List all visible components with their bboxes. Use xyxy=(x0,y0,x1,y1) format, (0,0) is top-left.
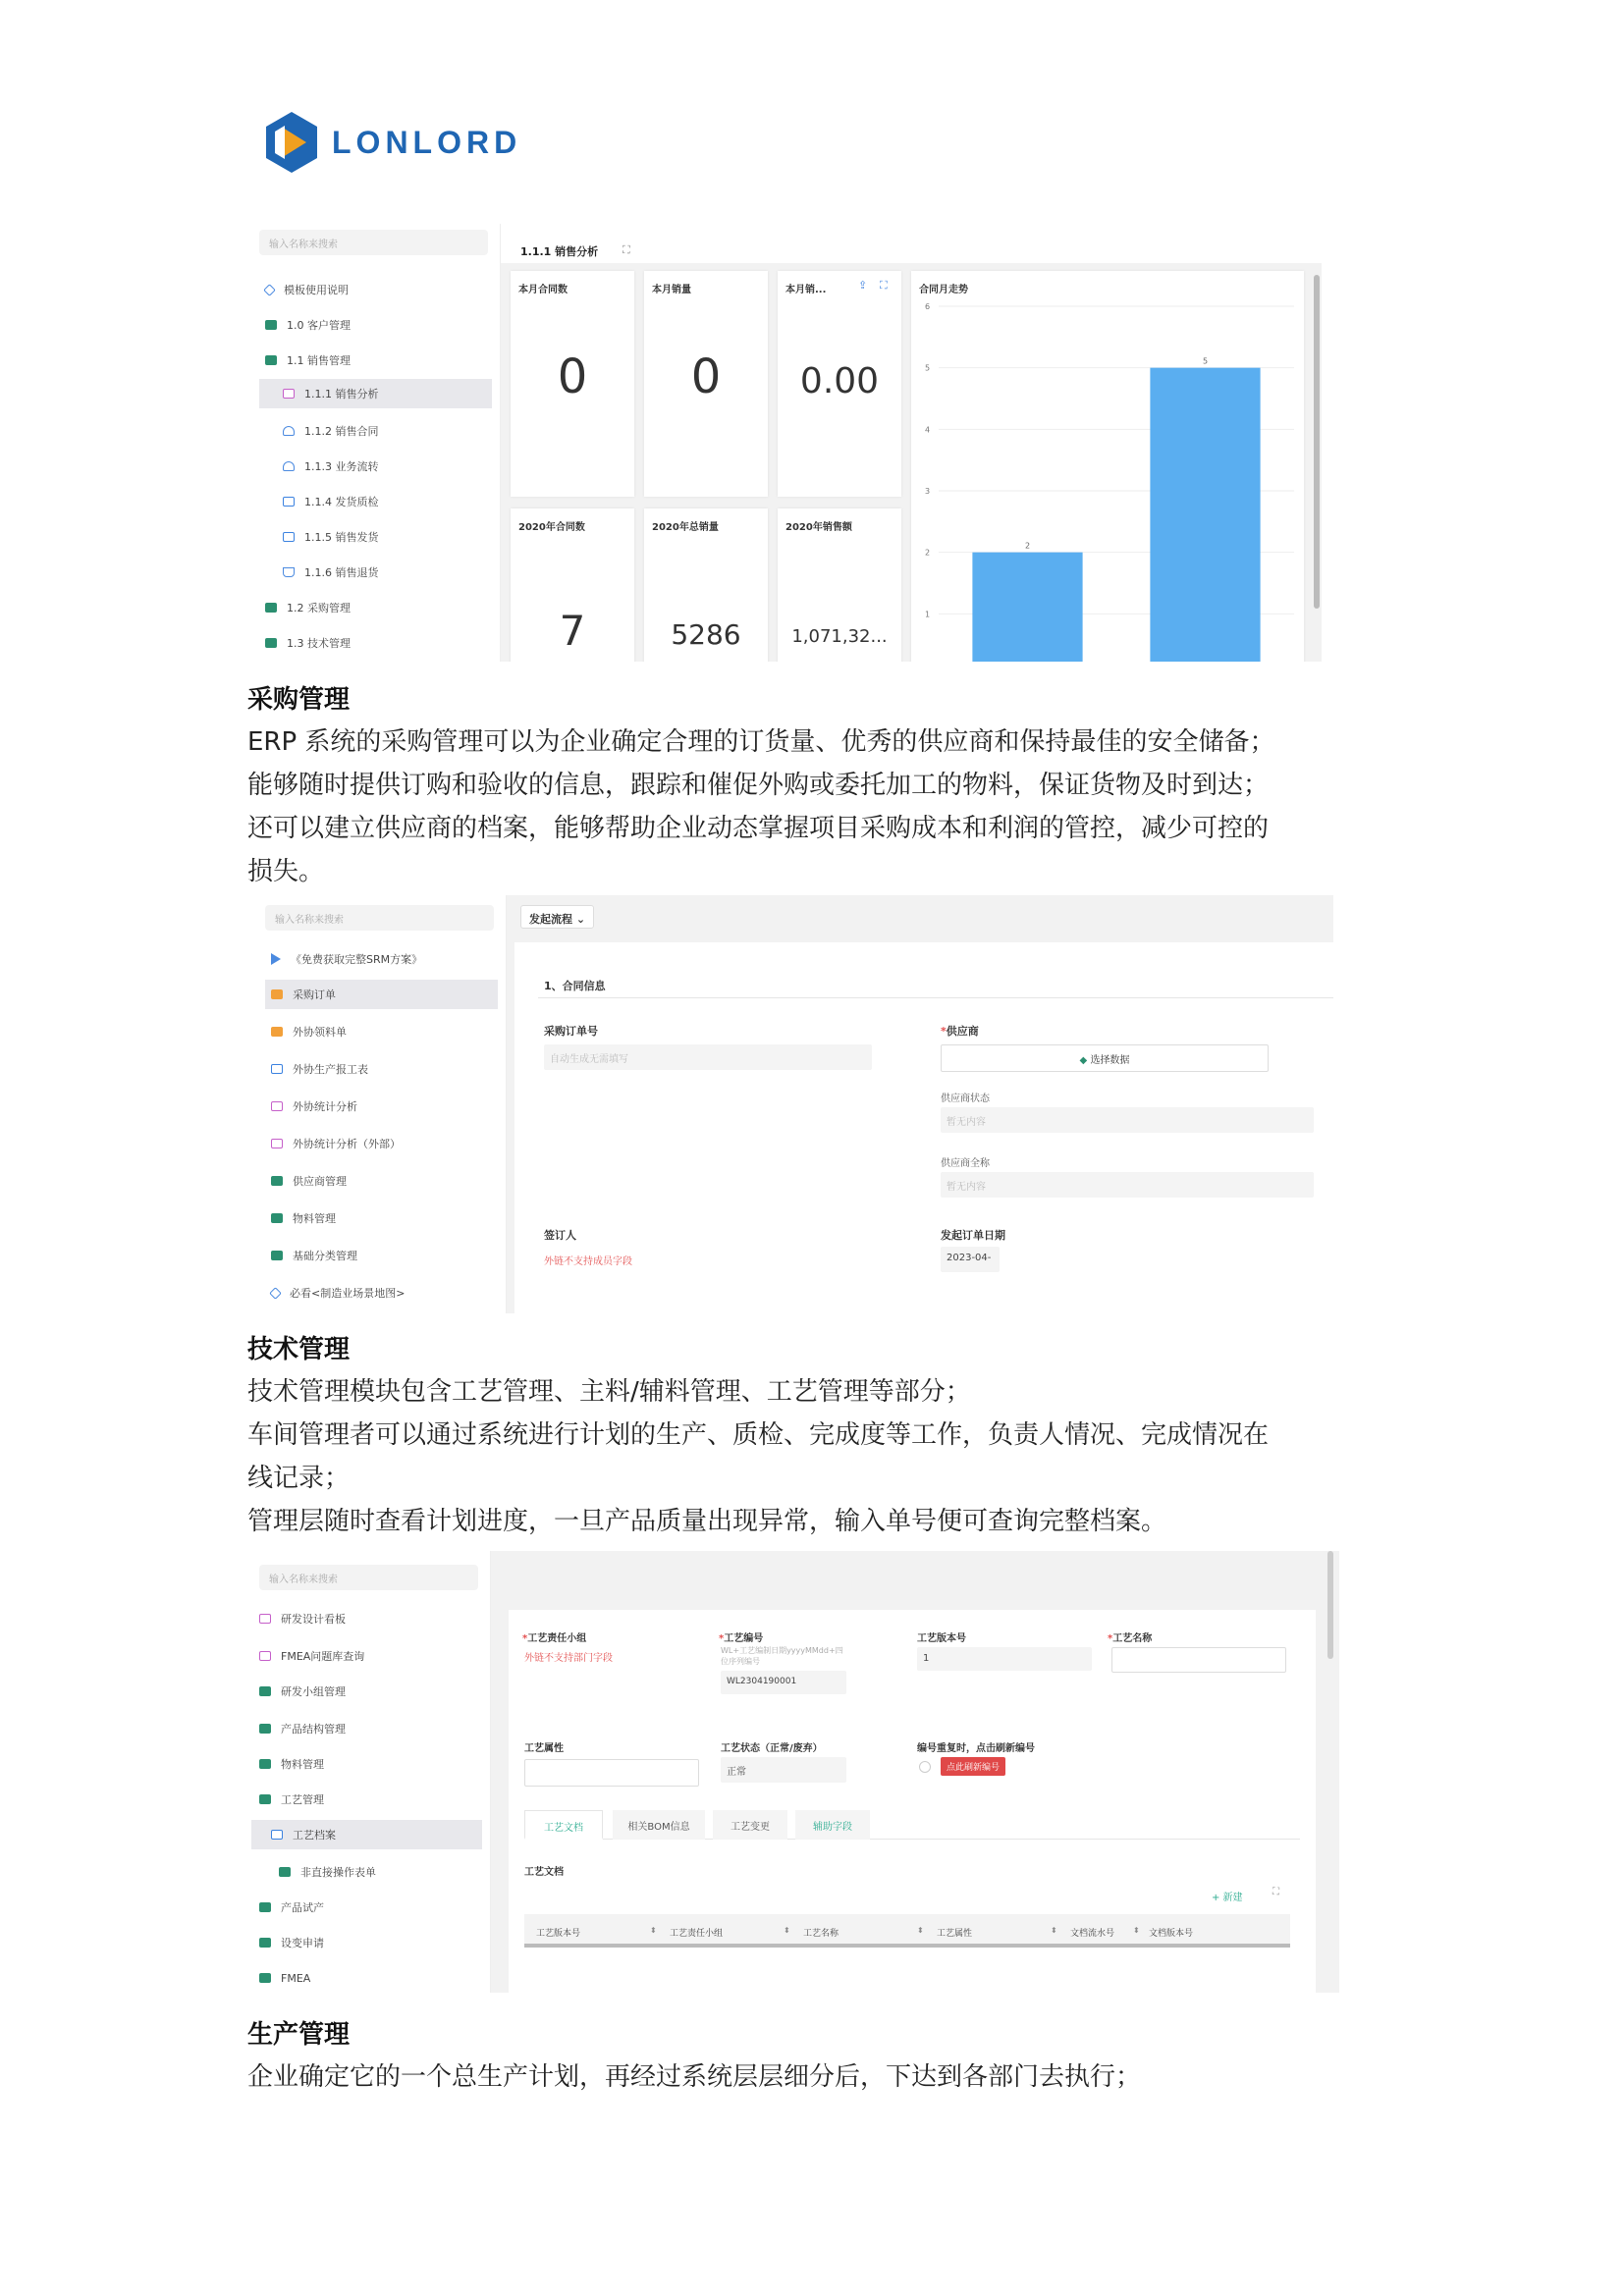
doc-section-title: 工艺文档 xyxy=(524,1867,564,1878)
sidebar-item-sales-contract[interactable] xyxy=(265,416,492,446)
folder-icon xyxy=(259,1938,271,1948)
sidebar-item-label: 《免费获取完整SRM方案》 xyxy=(291,953,423,966)
refresh-label: 编号重复时，点击刷新编号 xyxy=(917,1743,1035,1754)
section-heading-production: 生产管理 xyxy=(247,2020,351,2050)
section-title: 1、合同信息 xyxy=(544,980,606,992)
refresh-number-button[interactable]: 点此刷新编号 xyxy=(941,1757,1005,1776)
monitor-icon xyxy=(259,1651,271,1661)
sidebar-item-fmea-query[interactable] xyxy=(259,1641,482,1671)
sidebar-item-outsource-material[interactable] xyxy=(271,1017,498,1046)
folder-icon xyxy=(265,638,277,648)
paragraph-line: 还可以建立供应商的档案，能够帮助企业动态掌握项目采购成本和利润的管控，减少可控的 xyxy=(247,814,1270,843)
scrollbar[interactable] xyxy=(1327,1551,1333,1659)
sidebar-item-label: 基础分类管理 xyxy=(293,1250,357,1262)
section-paragraph-purchase xyxy=(247,721,1386,893)
expand-icon[interactable]: ⛶ xyxy=(880,279,888,292)
sidebar-item-label: 工艺档案 xyxy=(293,1829,336,1842)
monitor-icon xyxy=(283,389,295,399)
version-label: 工艺版本号 xyxy=(917,1633,966,1644)
attr-field[interactable] xyxy=(524,1759,699,1787)
stat-card-year-sales xyxy=(644,508,768,662)
y-tick-label: 1 xyxy=(925,610,931,619)
sidebar-item-material[interactable] xyxy=(259,1749,482,1779)
sidebar-item-label: 1.1.2 销售合同 xyxy=(304,425,379,438)
paragraph-line: 车间管理者可以通过系统进行计划的生产、质检、完成度等工作，负责人情况、完成情况在 xyxy=(247,1420,1270,1450)
button-label: 发起流程 xyxy=(529,913,572,926)
sidebar-item-label: 1.1.4 发货质检 xyxy=(304,496,379,508)
sidebar-item-label: FMEA问题库查询 xyxy=(281,1650,365,1663)
folder-icon xyxy=(271,1251,283,1260)
state-label: 工艺状态（正常/废弃） xyxy=(721,1743,823,1754)
section-paragraph-production xyxy=(247,2056,1386,2099)
sort-icon[interactable]: ⬍ xyxy=(917,1926,924,1935)
sidebar-item-label: 供应商管理 xyxy=(293,1175,347,1188)
sidebar-item-label: 1.1 销售管理 xyxy=(287,354,351,367)
sidebar-item-tech[interactable] xyxy=(265,628,492,658)
sidebar-item-label: 1.1.1 销售分析 xyxy=(304,388,379,400)
sidebar xyxy=(247,224,501,662)
supplier-status-field: 暂无内容 xyxy=(941,1107,1314,1133)
sort-icon[interactable]: ⬍ xyxy=(784,1926,790,1935)
tag-icon xyxy=(269,1287,282,1300)
folder-icon xyxy=(265,603,277,613)
supplier-label: *供应商 xyxy=(941,1025,979,1038)
document-icon xyxy=(271,1064,283,1074)
supplier-fullname-label: 供应商全称 xyxy=(941,1158,990,1169)
add-doc-button[interactable]: + 新建 xyxy=(1212,1893,1243,1903)
sales-analysis-screenshot xyxy=(247,224,1322,662)
sidebar-item-label: 1.3 技术管理 xyxy=(287,637,351,650)
purchase-order-screenshot xyxy=(253,895,1333,1313)
document-icon xyxy=(271,1830,283,1840)
stat-card-year-revenue xyxy=(778,508,901,662)
monitor-icon xyxy=(259,1614,271,1624)
tag-icon xyxy=(263,284,276,296)
column-header[interactable]: 工艺版本号 xyxy=(536,1929,581,1939)
folder-icon xyxy=(259,1686,271,1696)
order-icon xyxy=(271,989,283,999)
sidebar-item-label: 1.1.5 销售发货 xyxy=(304,531,379,544)
sidebar xyxy=(247,1551,491,1993)
y-tick-label: 6 xyxy=(925,302,931,311)
expand-icon[interactable]: ⛶ xyxy=(1272,1887,1279,1897)
users-icon xyxy=(283,461,295,471)
y-tick-label: 3 xyxy=(925,487,931,496)
paragraph-line: 技术管理模块包含工艺管理、主料/辅料管理、工艺管理等部分； xyxy=(247,1377,971,1407)
tab-process-docs[interactable]: 工艺文档 xyxy=(524,1810,603,1840)
label-text: 工艺名称 xyxy=(1112,1633,1153,1644)
folder-icon xyxy=(259,1973,271,1983)
folder-icon xyxy=(265,320,277,330)
paragraph-line: 损失。 xyxy=(247,857,325,886)
sidebar-item-label: 设变申请 xyxy=(281,1937,324,1949)
chart-card xyxy=(911,271,1304,662)
search-input[interactable]: 输入名称来搜索 xyxy=(259,230,488,255)
folder-icon xyxy=(259,1794,271,1804)
label-text: 工艺编号 xyxy=(724,1633,764,1644)
column-header[interactable]: 工艺责任小组 xyxy=(670,1929,724,1939)
sidebar-item-fmea[interactable] xyxy=(259,1963,482,1993)
sidebar-item-label: 1.1.6 销售退货 xyxy=(304,566,379,579)
sidebar-item-label: 外协领料单 xyxy=(293,1026,347,1039)
sidebar-item-change-request[interactable] xyxy=(259,1928,482,1957)
sidebar-item-label: 1.0 客户管理 xyxy=(287,319,351,332)
chart-bar[interactable] xyxy=(1150,368,1260,662)
y-tick-label: 5 xyxy=(925,363,931,373)
monitor-icon xyxy=(271,1139,283,1148)
po-number-field[interactable]: 自动生成无需填写 xyxy=(544,1044,872,1070)
sidebar-item-scene-map[interactable] xyxy=(271,1278,498,1308)
users-icon xyxy=(283,426,295,436)
group-label: *工艺责任小组 xyxy=(522,1633,587,1644)
sidebar-item-rd-board[interactable] xyxy=(259,1604,482,1633)
section-heading-tech: 技术管理 xyxy=(247,1335,351,1364)
process-archive-screenshot xyxy=(247,1551,1339,1993)
stat-card-year-contracts xyxy=(511,508,634,662)
sidebar xyxy=(253,895,507,1313)
y-tick-label: 2 xyxy=(925,548,931,558)
paragraph-line: 企业确定它的一个总生产计划，再经过系统层层细分后，下达到各部门去执行； xyxy=(247,2062,1142,2092)
sidebar-item-trial-production[interactable] xyxy=(259,1893,482,1922)
sidebar-item-purchase[interactable] xyxy=(265,593,492,622)
sort-icon[interactable]: ⬍ xyxy=(1051,1926,1057,1935)
paragraph-line: 管理层随时查看计划进度，一旦产品质量出现异常，输入单号便可查询完整档案。 xyxy=(247,1507,1167,1536)
sidebar-item-label: FMEA xyxy=(281,1971,311,1985)
card-title: 本月销... xyxy=(785,285,827,295)
sidebar-item-outsource-stats[interactable] xyxy=(271,1092,498,1121)
sidebar-item-process[interactable] xyxy=(259,1785,482,1814)
folder-icon xyxy=(271,1176,283,1186)
sidebar-item-label: 产品结构管理 xyxy=(281,1723,346,1735)
sidebar-item-label: 研发小组管理 xyxy=(281,1685,346,1698)
paragraph-line: 能够随时提供订购和验收的信息，跟踪和催促外购或委托加工的物料，保证货物及时到达； xyxy=(247,771,1270,800)
folder-icon xyxy=(259,1902,271,1912)
sidebar-item-label: 非直接操作表单 xyxy=(300,1866,376,1879)
name-field[interactable] xyxy=(1111,1647,1286,1673)
divider xyxy=(538,997,1333,998)
code-label: *工艺编号 xyxy=(719,1633,764,1644)
label-text: 供应商 xyxy=(946,1025,979,1038)
page-title: 1.1.1 销售分析 xyxy=(520,245,599,258)
sidebar-item-sales-analysis[interactable] xyxy=(259,379,492,408)
sort-icon[interactable]: ⬍ xyxy=(650,1926,657,1935)
paragraph-line: ERP 系统的采购管理可以为企业确定合理的订货量、优秀的供应商和保持最佳的安全储备； xyxy=(247,727,1275,757)
sidebar-item-business-flow[interactable] xyxy=(265,452,492,481)
company-logo xyxy=(263,110,558,175)
sidebar-item-supplier[interactable] xyxy=(271,1166,498,1196)
sidebar-item-label: 采购订单 xyxy=(293,988,336,1001)
chart-title: 合同月走势 xyxy=(919,285,968,295)
card-title: 2020年总销量 xyxy=(652,522,719,533)
return-icon xyxy=(283,567,295,577)
supplier-fullname-field: 暂无内容 xyxy=(941,1172,1314,1198)
sidebar-item-purchase-order[interactable] xyxy=(265,980,498,1009)
card-value: 0.00 xyxy=(799,361,880,401)
state-field[interactable]: 正常 xyxy=(721,1757,846,1783)
version-field[interactable]: 1 xyxy=(917,1647,1092,1671)
card-title: 2020年销售额 xyxy=(785,522,852,533)
folder-icon xyxy=(259,1724,271,1734)
sidebar-item-label: 外协生产报工表 xyxy=(293,1063,368,1076)
po-number-label: 采购订单号 xyxy=(544,1025,598,1038)
card-title: 本月销量 xyxy=(652,285,691,295)
sidebar-item-indirect-form[interactable] xyxy=(259,1857,482,1887)
triangle-icon xyxy=(271,953,281,965)
sidebar-item-label: 外协统计分析 xyxy=(293,1100,357,1113)
signer-note: 外链不支持成员字段 xyxy=(544,1256,632,1267)
folder-icon xyxy=(271,1213,283,1223)
sidebar-item-outsource-report[interactable] xyxy=(271,1054,498,1084)
sidebar-item-process-archive[interactable] xyxy=(251,1820,482,1849)
tab-process-change[interactable]: 工艺变更 xyxy=(713,1810,787,1840)
sidebar-item-srm-plan[interactable] xyxy=(271,944,498,974)
order-date-field[interactable]: 2023-04- xyxy=(941,1247,1000,1272)
logo-text: LONLORD xyxy=(332,124,522,160)
sidebar-item-label: 外协统计分析（外部） xyxy=(293,1138,401,1150)
sidebar-item-label: 物料管理 xyxy=(293,1212,336,1225)
share-icon[interactable]: ⇪ xyxy=(858,279,868,292)
sidebar-item-label: 物料管理 xyxy=(281,1758,324,1771)
search-input[interactable]: 输入名称来搜索 xyxy=(265,905,494,931)
group-note: 外链不支持部门字段 xyxy=(524,1653,613,1664)
chart-bar[interactable] xyxy=(972,553,1082,662)
sidebar-item-label: 必看<制造业场景地图> xyxy=(290,1287,406,1300)
fullscreen-icon[interactable]: ⛶ xyxy=(623,243,630,256)
name-label: *工艺名称 xyxy=(1108,1633,1153,1644)
card-value: 7 xyxy=(559,607,586,655)
supplier-select-button[interactable] xyxy=(941,1044,1269,1072)
order-date-label: 发起订单日期 xyxy=(941,1229,1005,1242)
sidebar-item-label: 模板使用说明 xyxy=(284,284,349,296)
sidebar-item-product-structure[interactable] xyxy=(259,1714,482,1743)
refresh-radio[interactable] xyxy=(919,1761,931,1773)
tab-aux-fields[interactable]: 辅助字段 xyxy=(795,1810,870,1840)
folder-icon xyxy=(279,1867,291,1877)
stat-card-month-sales xyxy=(644,271,768,497)
bar-data-label: 5 xyxy=(1202,356,1209,366)
sidebar-item-template-guide[interactable] xyxy=(265,275,492,304)
section-paragraph-tech xyxy=(247,1370,1386,1543)
folder-icon xyxy=(259,1759,271,1769)
paragraph-line: 线记录； xyxy=(247,1464,351,1493)
sidebar-item-label: 1.1.3 业务流转 xyxy=(304,460,379,473)
column-header[interactable]: 工艺属性 xyxy=(937,1929,973,1939)
supplier-status-label: 供应商状态 xyxy=(941,1094,990,1104)
monthly-contract-chart xyxy=(911,271,1304,662)
stat-card-month-contracts xyxy=(511,271,634,497)
monitor-icon xyxy=(271,1101,283,1111)
document-icon xyxy=(283,497,295,507)
column-header[interactable]: 文档流水号 xyxy=(1070,1929,1115,1939)
sidebar-item-sales-return[interactable] xyxy=(265,558,492,587)
select-data-icon: ◆ xyxy=(1079,1055,1088,1066)
search-input[interactable]: 输入名称来搜索 xyxy=(259,1565,478,1590)
tab-bom-info[interactable]: 相关BOM信息 xyxy=(613,1810,705,1840)
sidebar-item-rd-group[interactable] xyxy=(259,1677,482,1706)
y-tick-label: 4 xyxy=(925,425,931,435)
sidebar-item-label: 1.2 采购管理 xyxy=(287,602,351,614)
logo-mark-icon xyxy=(263,110,320,175)
bar-data-label: 2 xyxy=(1024,541,1031,551)
section-heading-purchase: 采购管理 xyxy=(247,685,351,715)
sidebar-item-shipping-qc[interactable] xyxy=(265,487,492,516)
card-value: 0 xyxy=(690,349,722,404)
start-flow-button[interactable] xyxy=(520,905,594,929)
sidebar-item-category[interactable] xyxy=(271,1241,498,1270)
scrollbar[interactable] xyxy=(1314,275,1320,609)
card-title: 2020年合同数 xyxy=(518,522,585,533)
sidebar-item-customer[interactable] xyxy=(265,310,492,340)
order-icon xyxy=(271,1027,283,1037)
sidebar-item-label: 工艺管理 xyxy=(281,1793,324,1806)
button-label: 选择数据 xyxy=(1090,1055,1130,1066)
folder-icon xyxy=(265,355,277,365)
signer-label: 签订人 xyxy=(544,1229,576,1242)
sidebar-item-material[interactable] xyxy=(271,1203,498,1233)
stat-card-month-revenue xyxy=(778,271,901,497)
column-header[interactable]: 工艺名称 xyxy=(803,1929,839,1939)
card-value: 5286 xyxy=(671,618,741,651)
code-field[interactable]: WL2304190001 xyxy=(721,1671,846,1694)
sidebar-item-sales-shipping[interactable] xyxy=(265,522,492,552)
chevron-down-icon: ⌄ xyxy=(575,913,586,926)
attr-label: 工艺属性 xyxy=(524,1743,564,1754)
sidebar-item-sales[interactable] xyxy=(265,346,492,375)
sidebar-item-label: 研发设计看板 xyxy=(281,1613,346,1626)
truck-icon xyxy=(283,532,295,542)
sort-icon[interactable]: ⬍ xyxy=(1133,1926,1140,1935)
card-value: 1,071,32... xyxy=(791,626,888,647)
sidebar-item-outsource-stats-external[interactable] xyxy=(271,1129,498,1158)
card-value: 0 xyxy=(557,349,588,404)
code-hint: WL+工艺编制日期yyyyMMdd+四位序列编号 xyxy=(721,1646,843,1666)
card-title: 本月合同数 xyxy=(518,285,568,295)
sidebar-item-label: 产品试产 xyxy=(281,1901,324,1914)
label-text: 工艺责任小组 xyxy=(527,1633,587,1644)
column-header[interactable]: 文档版本号 xyxy=(1149,1929,1194,1939)
